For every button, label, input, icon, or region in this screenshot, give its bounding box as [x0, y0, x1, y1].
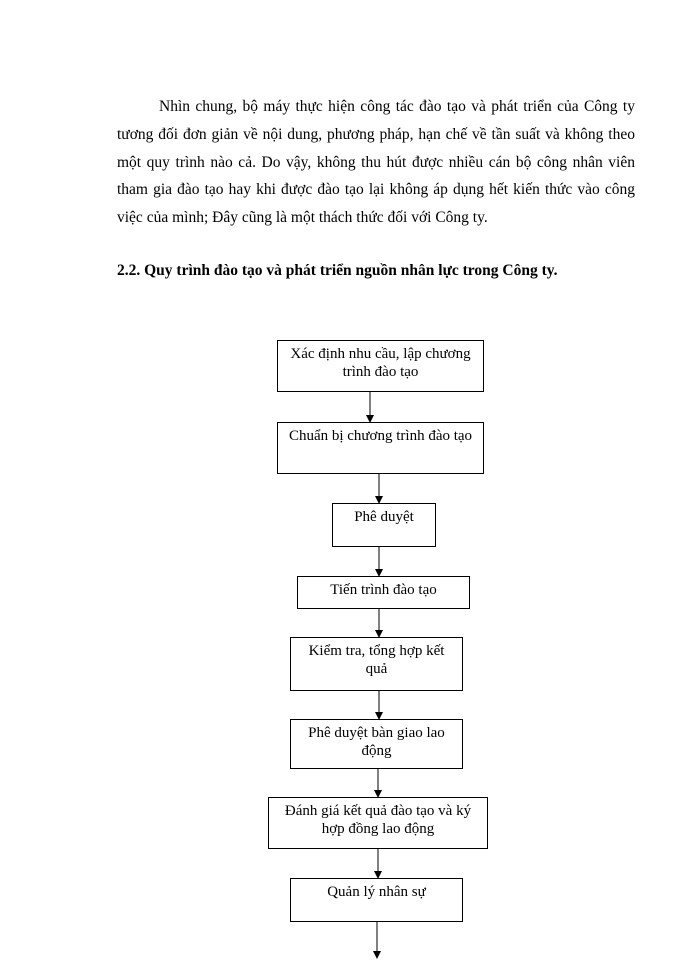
flow-step-text-line1: Phê duyệt	[354, 509, 414, 525]
flow-step-text-line2: hợp đồng lao động	[321, 821, 435, 837]
flow-step-text-line2: quả	[365, 661, 388, 677]
flow-step-text-line2: động	[361, 743, 392, 759]
flow-step-text-line1: Tiến trình đào tạo	[330, 582, 437, 598]
flow-step-text-line2: trình đào tạo	[342, 364, 419, 380]
flow-step-text-line1: Kiểm tra, tổng hợp kết	[308, 643, 445, 659]
flow-step-text-line1: Quản lý nhân sự	[327, 884, 426, 900]
section-heading: 2.2. Quy trình đào tạo và phát triển nguồn nhân lực trong Công ty.	[117, 262, 558, 279]
flow-step-text-line1: Xác định nhu cầu, lập chương	[290, 346, 471, 362]
flow-step-text-line1: Phê duyệt bàn giao lao	[308, 725, 445, 741]
flow-step-text-line1: Chuẩn bị chương trình đào tạo	[288, 428, 473, 444]
flow-step-text-line1: Đánh giá kết quả đào tạo và ký	[284, 803, 472, 819]
body-paragraph: Nhìn chung, bộ máy thực hiện công tác đào tạo và phát triển của Công ty tương đối đơn giản về nội dung, phương pháp, hạn chế về tần suất và không theo một quy trình nào cả. Do vậy, không thu hút được nhiều cán bộ công nhân viên tham gia đào tạo hay khi được đào tạo lại không áp dụng hết kiến thức vào công việc của mình; Đây cũng là một thách thức đối với Công ty.	[117, 98, 635, 227]
